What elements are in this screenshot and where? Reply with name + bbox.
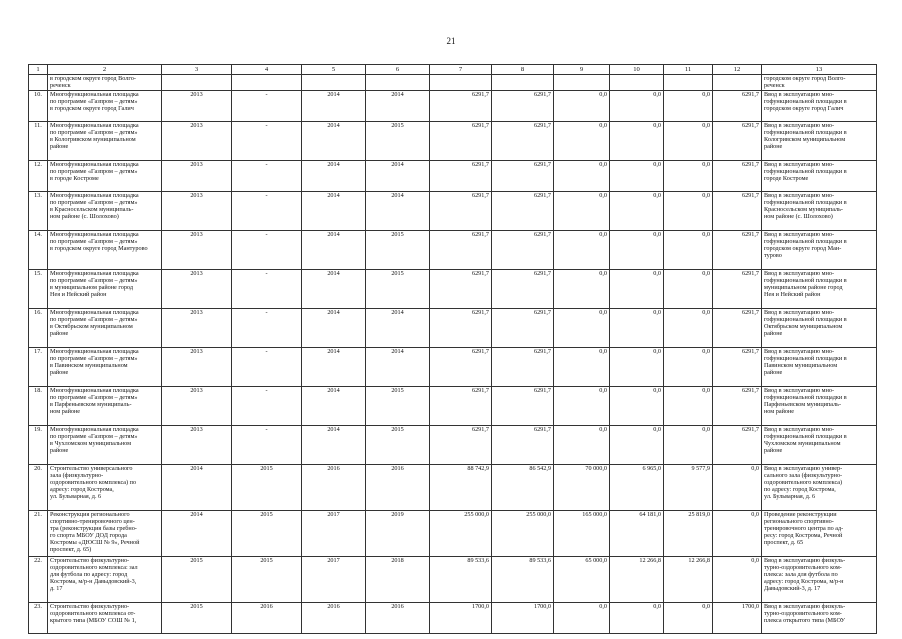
result-cell: Ввод в эксплуатацию мно- гофункциональной площадки в Октябрьском муниципальном районе — [762, 309, 877, 348]
table-row — [29, 122, 877, 161]
year-cell: 2013 — [162, 309, 232, 348]
table-row — [29, 161, 877, 192]
amount-cell — [664, 75, 713, 91]
amount-cell: 0,0 — [610, 161, 664, 192]
year-cell: 2013 — [162, 122, 232, 161]
row-number-cell: 22. — [29, 557, 48, 603]
amount-cell: 0,0 — [664, 161, 713, 192]
amount-cell — [492, 75, 554, 91]
year-cell: 2016 — [366, 603, 430, 634]
table-row — [29, 426, 877, 465]
amount-cell: 12 266,8 — [610, 557, 664, 603]
header-cell: 6 — [366, 65, 430, 75]
year-cell: 2015 — [232, 465, 302, 511]
year-cell: 2014 — [162, 511, 232, 557]
amount-cell: 6291,7 — [713, 426, 762, 465]
amount-cell: 255 000,0 — [430, 511, 492, 557]
name-cell: Реконструкция регионального спортивно-тренировочного цен- тра (реконструкция базы гребно- го спорта МБОУ ДОД города Костромы «ДЮСШ № 9», Речной проспект, д. 65) — [48, 511, 162, 557]
amount-cell: 0,0 — [554, 192, 610, 231]
row-number-cell: 23. — [29, 603, 48, 634]
name-cell: Многофункциональная площадка по программе «Газпром – детям» в городском округе город Мантурово — [48, 231, 162, 270]
amount-cell: 0,0 — [664, 91, 713, 122]
amount-cell: 6291,7 — [713, 387, 762, 426]
amount-cell: 0,0 — [664, 192, 713, 231]
table-row — [29, 75, 877, 91]
page-number: 21 — [446, 36, 456, 46]
result-cell: Ввод в эксплуатацию мно- гофункциональной площадки в Павинском муниципальном районе — [762, 348, 877, 387]
table-row — [29, 91, 877, 122]
row-number-cell: 17. — [29, 348, 48, 387]
year-cell: 2014 — [302, 426, 366, 465]
program-table — [28, 64, 877, 634]
year-cell: 2014 — [366, 348, 430, 387]
amount-cell: 6291,7 — [713, 231, 762, 270]
header-cell: 3 — [162, 65, 232, 75]
name-cell: Многофункциональная площадка по программе «Газпром – детям» в городе Костроме — [48, 161, 162, 192]
amount-cell: 0,0 — [713, 557, 762, 603]
year-cell: 2014 — [302, 348, 366, 387]
header-cell: 1 — [29, 65, 48, 75]
amount-cell: 0,0 — [664, 309, 713, 348]
table-row — [29, 557, 877, 603]
amount-cell: 6291,7 — [492, 91, 554, 122]
amount-cell: 89 533,6 — [492, 557, 554, 603]
header-cell: 10 — [610, 65, 664, 75]
result-cell: городском округе город Волго- реченск — [762, 75, 877, 91]
name-cell: Многофункциональная площадка по программе «Газпром – детям» в муниципальном районе город Нея и Нейский район — [48, 270, 162, 309]
amount-cell: 89 533,6 — [430, 557, 492, 603]
year-cell: 2014 — [302, 122, 366, 161]
row-number-cell: 20. — [29, 465, 48, 511]
row-number-cell: 14. — [29, 231, 48, 270]
year-cell: 2014 — [302, 161, 366, 192]
amount-cell: 0,0 — [554, 91, 610, 122]
amount-cell: 0,0 — [610, 122, 664, 161]
amount-cell: 0,0 — [610, 91, 664, 122]
amount-cell: 6291,7 — [713, 122, 762, 161]
amount-cell: 70 000,0 — [554, 465, 610, 511]
result-cell: Ввод в эксплуатацию физкуль- турно-оздоровительного ком- плекса открытого типа (МБОУ — [762, 603, 877, 634]
row-number-cell: 11. — [29, 122, 48, 161]
result-cell: Ввод в эксплуатацию физкуль- турно-оздоровительного ком- плекса: зала для футбола по адресу: город Кострома, м/р-н Давыдовский-3, д. 17 — [762, 557, 877, 603]
year-cell: 2015 — [366, 231, 430, 270]
amount-cell: 0,0 — [554, 122, 610, 161]
name-cell: Многофункциональная площадка по программе «Газпром – детям» в Кологривском муниципальном районе — [48, 122, 162, 161]
year-cell: 2013 — [162, 91, 232, 122]
year-cell: 2017 — [302, 557, 366, 603]
result-cell: Ввод в эксплуатацию мно- гофункциональной площадки в муниципальном районе город Нея и Нейский район — [762, 270, 877, 309]
year-cell: 2015 — [366, 387, 430, 426]
year-cell: 2016 — [302, 465, 366, 511]
table-row — [29, 387, 877, 426]
amount-cell: 64 181,0 — [610, 511, 664, 557]
header-cell: 8 — [492, 65, 554, 75]
name-cell: Многофункциональная площадка по программе «Газпром – детям» в Павинском муниципальном районе — [48, 348, 162, 387]
result-cell: Ввод в эксплуатацию мно- гофункциональной площадки в Парфеньевском муниципаль- ном районе — [762, 387, 877, 426]
table-row — [29, 309, 877, 348]
table-row — [29, 465, 877, 511]
amount-cell: 6291,7 — [713, 270, 762, 309]
name-cell: Многофункциональная площадка по программе «Газпром – детям» в городском округе город Галич — [48, 91, 162, 122]
amount-cell: 0,0 — [554, 270, 610, 309]
amount-cell: 6291,7 — [430, 270, 492, 309]
result-cell: Ввод в эксплуатацию универ- сального зала (физкультурно- оздоровительного комплекса) по адресу: город Кострома, ул. Бульварная, д. 6 — [762, 465, 877, 511]
name-cell: Строительство физкультурно- оздоровительного комплекса: зал для футбола по адресу: город Кострома, м/р-н Давыдовский-3, д. 17 — [48, 557, 162, 603]
amount-cell — [610, 75, 664, 91]
amount-cell — [713, 75, 762, 91]
year-cell: - — [232, 348, 302, 387]
amount-cell: 0,0 — [554, 387, 610, 426]
year-cell: 2014 — [366, 161, 430, 192]
table-row — [29, 603, 877, 634]
year-cell — [366, 75, 430, 91]
amount-cell: 6291,7 — [492, 387, 554, 426]
amount-cell: 0,0 — [664, 603, 713, 634]
name-cell: Многофункциональная площадка по программе «Газпром – детям» в Чухломском муниципальном районе — [48, 426, 162, 465]
amount-cell: 12 266,8 — [664, 557, 713, 603]
year-cell: - — [232, 91, 302, 122]
year-cell: 2015 — [232, 557, 302, 603]
amount-cell: 6291,7 — [492, 426, 554, 465]
year-cell: 2014 — [162, 465, 232, 511]
table-row — [29, 231, 877, 270]
amount-cell: 0,0 — [713, 511, 762, 557]
year-cell: 2014 — [366, 309, 430, 348]
amount-cell: 0,0 — [610, 309, 664, 348]
year-cell: 2014 — [302, 270, 366, 309]
year-cell: 2015 — [366, 426, 430, 465]
amount-cell: 6291,7 — [713, 161, 762, 192]
result-cell: Ввод в эксплуатацию мно- гофункциональной площадки в городском округе город Галич — [762, 91, 877, 122]
year-cell: 2013 — [162, 387, 232, 426]
amount-cell: 0,0 — [664, 426, 713, 465]
header-cell: 4 — [232, 65, 302, 75]
amount-cell: 6291,7 — [492, 231, 554, 270]
name-cell: в городском округе город Волго- реченск — [48, 75, 162, 91]
amount-cell: 0,0 — [554, 426, 610, 465]
year-cell: 2014 — [302, 387, 366, 426]
year-cell: 2013 — [162, 426, 232, 465]
amount-cell: 6291,7 — [713, 192, 762, 231]
name-cell: Многофункциональная площадка по программе «Газпром – детям» в Парфеньевском муниципаль- ном районе — [48, 387, 162, 426]
result-cell: Ввод в эксплуатацию мно- гофункциональной площадки в Чухломском муниципальном районе — [762, 426, 877, 465]
table-row — [29, 270, 877, 309]
amount-cell: 0,0 — [664, 231, 713, 270]
name-cell: Многофункциональная площадка по программе «Газпром – детям» в Красносельском муниципаль- ном районе (с. Шолохово) — [48, 192, 162, 231]
year-cell: 2013 — [162, 270, 232, 309]
header-cell: 7 — [430, 65, 492, 75]
amount-cell: 1700,0 — [713, 603, 762, 634]
amount-cell: 0,0 — [610, 231, 664, 270]
year-cell: 2015 — [366, 270, 430, 309]
amount-cell: 6291,7 — [492, 348, 554, 387]
year-cell: 2013 — [162, 231, 232, 270]
year-cell: 2014 — [302, 91, 366, 122]
amount-cell: 6291,7 — [492, 122, 554, 161]
year-cell: 2015 — [162, 557, 232, 603]
amount-cell: 0,0 — [713, 465, 762, 511]
year-cell: 2013 — [162, 161, 232, 192]
amount-cell: 6291,7 — [430, 122, 492, 161]
year-cell: 2019 — [366, 511, 430, 557]
amount-cell: 1700,0 — [492, 603, 554, 634]
amount-cell: 0,0 — [664, 348, 713, 387]
amount-cell: 255 000,0 — [492, 511, 554, 557]
year-cell — [162, 75, 232, 91]
header-cell: 5 — [302, 65, 366, 75]
amount-cell: 6291,7 — [430, 161, 492, 192]
year-cell: - — [232, 309, 302, 348]
result-cell: Проведение реконструкции регионального спортивно- тренировочного центра по ад- ресу: город Кострома, Речной проспект, д. 65 — [762, 511, 877, 557]
year-cell: 2015 — [366, 122, 430, 161]
row-number-cell: 10. — [29, 91, 48, 122]
result-cell: Ввод в эксплуатацию мно- гофункциональной площадки в городе Костроме — [762, 161, 877, 192]
amount-cell: 9 577,9 — [664, 465, 713, 511]
row-number-cell: 12. — [29, 161, 48, 192]
year-cell: 2014 — [366, 192, 430, 231]
amount-cell: 0,0 — [610, 603, 664, 634]
row-number-cell: 16. — [29, 309, 48, 348]
year-cell: 2014 — [302, 192, 366, 231]
amount-cell: 6291,7 — [492, 161, 554, 192]
amount-cell: 6291,7 — [430, 309, 492, 348]
header-cell: 9 — [554, 65, 610, 75]
amount-cell: 0,0 — [610, 426, 664, 465]
amount-cell: 0,0 — [664, 270, 713, 309]
row-number-cell: 13. — [29, 192, 48, 231]
year-cell: - — [232, 192, 302, 231]
amount-cell: 0,0 — [554, 603, 610, 634]
amount-cell: 0,0 — [610, 192, 664, 231]
year-cell: 2014 — [302, 309, 366, 348]
amount-cell: 0,0 — [610, 270, 664, 309]
header-row — [29, 65, 877, 75]
header-cell: 12 — [713, 65, 762, 75]
year-cell: - — [232, 387, 302, 426]
name-cell: Строительство универсального зала (физкультурно- оздоровительного комплекса) по адресу: город Кострома, ул. Бульварная, д. 6 — [48, 465, 162, 511]
amount-cell: 0,0 — [554, 309, 610, 348]
amount-cell: 0,0 — [664, 122, 713, 161]
amount-cell: 6291,7 — [492, 270, 554, 309]
amount-cell: 6291,7 — [713, 91, 762, 122]
row-number-cell: 19. — [29, 426, 48, 465]
year-cell: 2018 — [366, 557, 430, 603]
amount-cell: 65 000,0 — [554, 557, 610, 603]
amount-cell — [430, 75, 492, 91]
name-cell: Строительство физкультурно- оздоровительного комплекса от- крытого типа (МБОУ СОШ № 1, — [48, 603, 162, 634]
row-number-cell: 15. — [29, 270, 48, 309]
amount-cell: 6291,7 — [492, 192, 554, 231]
amount-cell: 0,0 — [610, 348, 664, 387]
amount-cell: 86 542,9 — [492, 465, 554, 511]
year-cell: - — [232, 122, 302, 161]
amount-cell: 6291,7 — [713, 348, 762, 387]
amount-cell: 0,0 — [554, 231, 610, 270]
amount-cell: 25 819,0 — [664, 511, 713, 557]
amount-cell: 6291,7 — [713, 309, 762, 348]
year-cell: 2014 — [302, 231, 366, 270]
table-body — [29, 75, 877, 634]
amount-cell: 6291,7 — [430, 348, 492, 387]
year-cell: - — [232, 161, 302, 192]
year-cell: 2016 — [232, 603, 302, 634]
year-cell: 2015 — [232, 511, 302, 557]
amount-cell: 165 000,0 — [554, 511, 610, 557]
row-number-cell: 21. — [29, 511, 48, 557]
amount-cell: 6291,7 — [430, 426, 492, 465]
year-cell — [302, 75, 366, 91]
year-cell: 2016 — [366, 465, 430, 511]
year-cell: - — [232, 270, 302, 309]
amount-cell: 6291,7 — [430, 192, 492, 231]
year-cell: - — [232, 426, 302, 465]
table-row — [29, 511, 877, 557]
year-cell: - — [232, 231, 302, 270]
amount-cell: 1700,0 — [430, 603, 492, 634]
year-cell — [232, 75, 302, 91]
year-cell: 2017 — [302, 511, 366, 557]
amount-cell: 88 742,9 — [430, 465, 492, 511]
amount-cell: 6 965,0 — [610, 465, 664, 511]
header-cell: 2 — [48, 65, 162, 75]
header-cell: 11 — [664, 65, 713, 75]
header-cell: 13 — [762, 65, 877, 75]
result-cell: Ввод в эксплуатацию мно- гофункциональной площадки в Кологривском муниципальном районе — [762, 122, 877, 161]
year-cell: 2013 — [162, 192, 232, 231]
year-cell: 2014 — [366, 91, 430, 122]
amount-cell: 0,0 — [610, 387, 664, 426]
year-cell: 2013 — [162, 348, 232, 387]
result-cell: Ввод в эксплуатацию мно- гофункциональной площадки в Красносельском муниципаль- ном районе (с. Шолохово) — [762, 192, 877, 231]
amount-cell: 6291,7 — [430, 387, 492, 426]
year-cell: 2016 — [302, 603, 366, 634]
row-number-cell: 18. — [29, 387, 48, 426]
amount-cell: 6291,7 — [430, 91, 492, 122]
year-cell: 2015 — [162, 603, 232, 634]
name-cell: Многофункциональная площадка по программе «Газпром – детям» в Октябрьском муниципальном районе — [48, 309, 162, 348]
amount-cell: 0,0 — [554, 348, 610, 387]
table-row — [29, 348, 877, 387]
amount-cell: 0,0 — [554, 161, 610, 192]
amount-cell: 6291,7 — [430, 231, 492, 270]
amount-cell — [554, 75, 610, 91]
table-row — [29, 192, 877, 231]
amount-cell: 0,0 — [664, 387, 713, 426]
result-cell: Ввод в эксплуатацию мно- гофункциональной площадки в городском округе город Ман- турово — [762, 231, 877, 270]
amount-cell: 6291,7 — [492, 309, 554, 348]
row-number-cell — [29, 75, 48, 91]
